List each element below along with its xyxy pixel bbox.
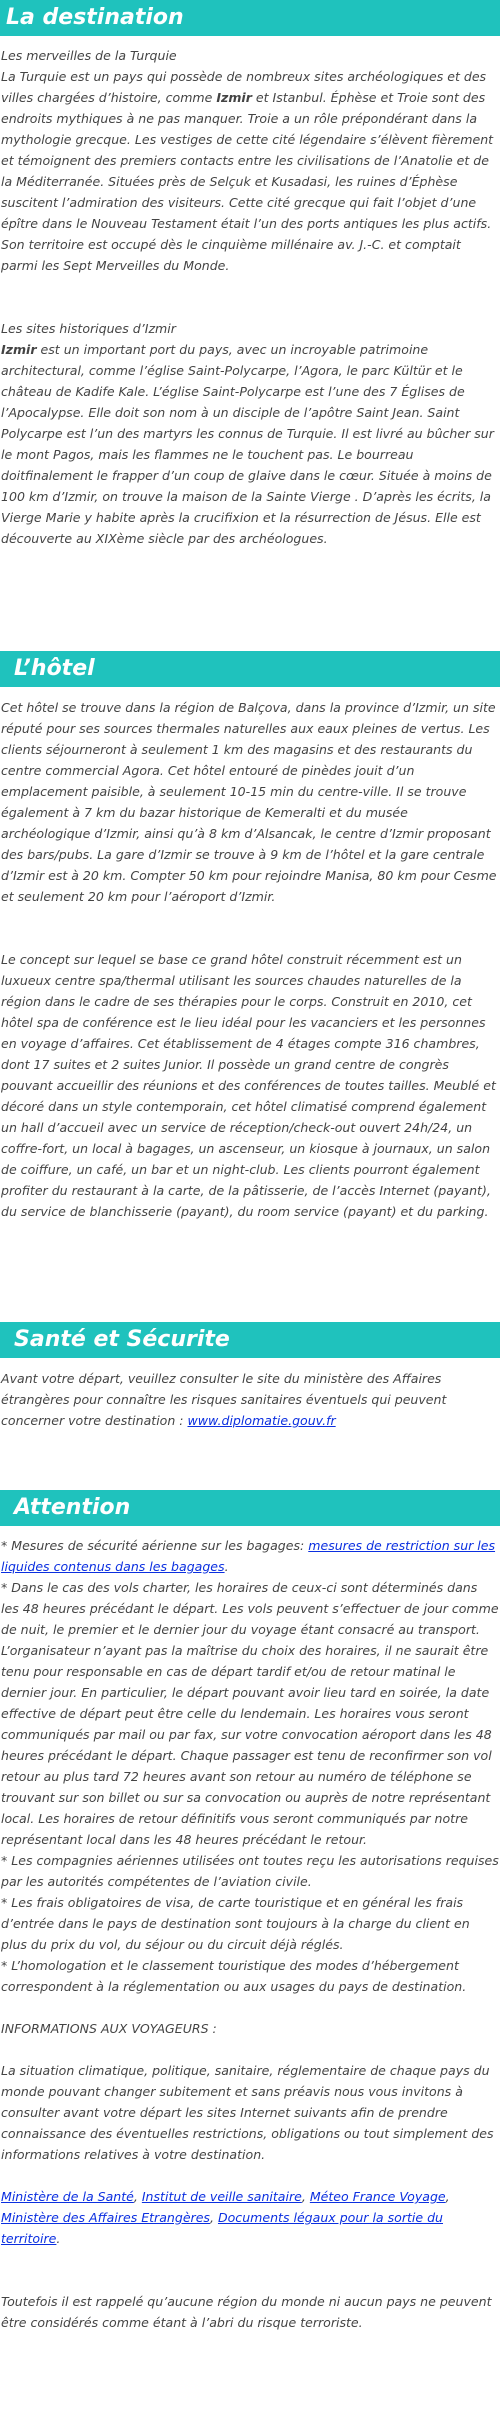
hotel-paragraph-1: Cet hôtel se trouve dans la région de Balçova, dans la province d’Izmir, un site réputé pour ses sources thermales naturelles aux eaux pleines de vertus. Les clients séjourneront à seulement 1 km des magasins et des restaurants du centre commercial Agora. Cet hôtel entouré de pinèdes jouit d’un emplacement paisible, à seulement 10-15 min du centre-ville. Il se trouve également à 7 km du bazar historique de Kemeralti et du musée archéologique d’Izmir, ainsi qu’à 8 km d’Alsancak, le centre d’Izmir proposant des bars/pubs. La gare d’Izmir se trouve à 9 km de l’hôtel et la gare centrale d’Izmir est à 20 km. Compter 50 km pour rejoindre Manisa, 80 km pour Cesme et seulement 20 km pour l’aéroport d’Izmir. (1, 700, 497, 904)
sante-paragraph (1, 1368, 499, 1431)
attention-bullet-2: * Dans le cas des vols charter, les horaires de ceux-ci sont déterminés dans les 48 heures précédant le départ. Les vols peuvent s’effectuer de jour comme de nuit, le premier et le dernier jour du voyage étant consacré au transport. L’organisateur n’ayant pas la maîtrise du choix des horaires, il ne saurait être tenu pour responsable en cas de départ tardif et/ou de retour matinal le dernier jour. En particulier, le départ pouvant avoir lieu tard en soirée, la date effective de départ peut être celle du lendemain. Les horaires vous seront communiqués par mail ou par fax, sur votre convocation aéroport dans les 48 heures précédant le départ. Chaque passager est tenu de reconfirmer son vol retour au plus tard 72 heures avant son retour au numéro de téléphone se trouvant sur son billet ou sur sa convocation ou auprès de notre représentant local. Les horaires de retour définitifs vous seront communiqués par notre représentant local dans les 48 heures précédant le retour. (1, 1580, 499, 1847)
section-heading-destination: La destination (0, 0, 500, 36)
destination-body (0, 45, 500, 549)
attention-bullet-1 (1, 1535, 499, 1577)
hotel-paragraph-2: Le concept sur lequel se base ce grand hôtel construit récemment est un luxueux centre spa/thermal utilisant les sources chaudes naturelles de la région dans le cadre de ses thérapies pour le corps. Construit en 2010, cet hôtel spa de conférence est le lieu idéal pour les vacanciers et les personnes en voyage d’affaires. Cet établissement de 4 étages compte 316 chambres, dont 17 suites et 2 suites Junior. Il possède un grand centre de congrès pouvant accueillir des réunions et des conférences de toutes tailles. Meublé et décoré dans un style contemporain, cet hôtel climatisé comprend également un hall d’accueil avec un service de réception/check-out ouvert 24h/24, un coffre-fort, un local à bagages, un ascenseur, un kiosque à journaux, un salon de coiffure, un café, un bar et un night-club. Les clients pourront également profiter du restaurant à la carte, de la pâtisserie, de l’accès Internet (payant), du service de blanchisserie (payant), du room service (payant) et du parking. (1, 952, 496, 1219)
info-voyageurs-heading: INFORMATIONS AUX VOYAGEURS : (1, 2021, 217, 2036)
text-fragment: et Istanbul. Éphèse et Troie sont des endroits mythiques à ne pas manquer. Troie a un rôle prépondérant dans la mythologie grecque. Les vestiges de cette cité légendaire s’élèvent fièrement et témoignent des premiers contacts entre les civilisations de l’Anatolie et de la Méditerranée. Situées près de Selçuk et Kusadasi, les ruines d’Éphèse suscitent l’admiration des visiteurs. Cette cité grecque qui fait l’objet d’une épître dans le Nouveau Testament était l’un des ports antiques les plus actifs. Son territoire est occupé dès le cinquième millénaire av. J.-C. et comptait parmi les Sept Merveilles du Monde. (1, 90, 494, 273)
info-voyageurs-text: La situation climatique, politique, sanitaire, réglementaire de chaque pays du monde pouvant changer subitement et sans préavis nous vous invitons à consulter avant votre départ les sites Internet suivants afin de prendre connaissance des éventuelles restrictions, obligations ou tout simplement des informations relatives à votre destination. (1, 2063, 494, 2162)
sante-body (0, 1368, 500, 1431)
section-heading-sante: Santé et Sécurite (0, 1322, 500, 1358)
text-fragment: . (224, 1559, 229, 1574)
link-meteo-france-voyage[interactable]: Méteo France Voyage (309, 2189, 446, 2204)
hotel-body (0, 697, 500, 1222)
useful-links (1, 2186, 499, 2249)
subheading-merveilles: Les merveilles de la Turquie (1, 48, 177, 63)
destination-paragraph-2 (1, 339, 499, 549)
link-institut-veille-sanitaire[interactable]: Institut de veille sanitaire (141, 2189, 302, 2204)
attention-bullet-4: * Les frais obligatoires de visa, de carte touristique et en général les frais d’entrée dans le pays de destination sont toujours à la charge du client en plus du prix du vol, du séjour ou du circuit déjà réglés. (1, 1895, 470, 1952)
text-fragment: est un important port du pays, avec un incroyable patrimoine architectural, comme l’église Saint-Polycarpe, l’Agora, le parc Kültür et le château de Kadife Kale. L’église Saint-Polycarpe est l’une des 7 Églises de l’Apocalypse. Elle doit son nom à un disciple de l’apôtre Saint Jean. Saint Polycarpe est l’un des martyrs les connus de Turquie. Il est livré au bûcher sur le mont Pagos, mais les flammes ne le touchent pas. Le bourreau doitfinalement le frapper d’un coup de glaive dans le cœur. Située à moins de 100 km d’Izmir, on trouve la maison de la Sainte Vierge . D’après les écrits, la Vierge Marie y habite après la crucifixion et la résurrection de Jésus. Elle est découverte au XIXème siècle par des archéologues. (1, 342, 494, 546)
section-heading-hotel: L’hôtel (0, 651, 500, 687)
link-separator: , (209, 2210, 218, 2225)
attention-bullet-3: * Les compagnies aériennes utilisées ont toutes reçu les autorisations requises par les autorités compétentes de l’aviation civile. (1, 1853, 499, 1889)
link-ministere-sante[interactable]: Ministère de la Santé (1, 2189, 134, 2204)
terrorism-notice: Toutefois il est rappelé qu’aucune région du monde ni aucun pays ne peuvent être considérés comme étant à l’abri du risque terroriste. (1, 2294, 492, 2330)
section-heading-attention: Attention (0, 1490, 500, 1526)
link-separator: , (301, 2189, 310, 2204)
text-fragment: Avant votre départ, veuillez consulter le site du ministère des Affaires étrangères pour connaître les risques sanitaires éventuels qui peuvent concerner votre destination : (1, 1371, 447, 1428)
subheading-sites-historiques: Les sites historiques d’Izmir (1, 321, 176, 336)
text-fragment: . (56, 2231, 61, 2246)
text-fragment: * Mesures de sécurité aérienne sur les bagages: (1, 1538, 309, 1553)
attention-body (0, 1535, 500, 2333)
destination-paragraph-1 (1, 66, 499, 276)
attention-bullet-5: * L’homologation et le classement touristique des modes d’hébergement correspondent à la réglementation ou aux usages du pays de destination. (1, 1958, 467, 1994)
link-documents-legaux[interactable]: Documents légaux pour la sortie du territoire (1, 2210, 444, 2246)
bold-izmir: Izmir (216, 90, 252, 105)
liquids-restriction-link[interactable]: mesures de restriction sur les liquides contenus dans les bagages (1, 1538, 496, 1574)
link-ministere-affaires-etrangeres[interactable]: Ministère des Affaires Etrangères (1, 2210, 210, 2225)
text-fragment: La Turquie est un pays qui possède de nombreux sites archéologiques et des villes chargées d’histoire, comme (1, 69, 487, 105)
link-separator: , (133, 2189, 142, 2204)
bold-izmir: Izmir (1, 342, 37, 357)
link-separator: , (445, 2189, 450, 2204)
diplomatie-link[interactable]: www.diplomatie.gouv.fr (187, 1413, 336, 1428)
